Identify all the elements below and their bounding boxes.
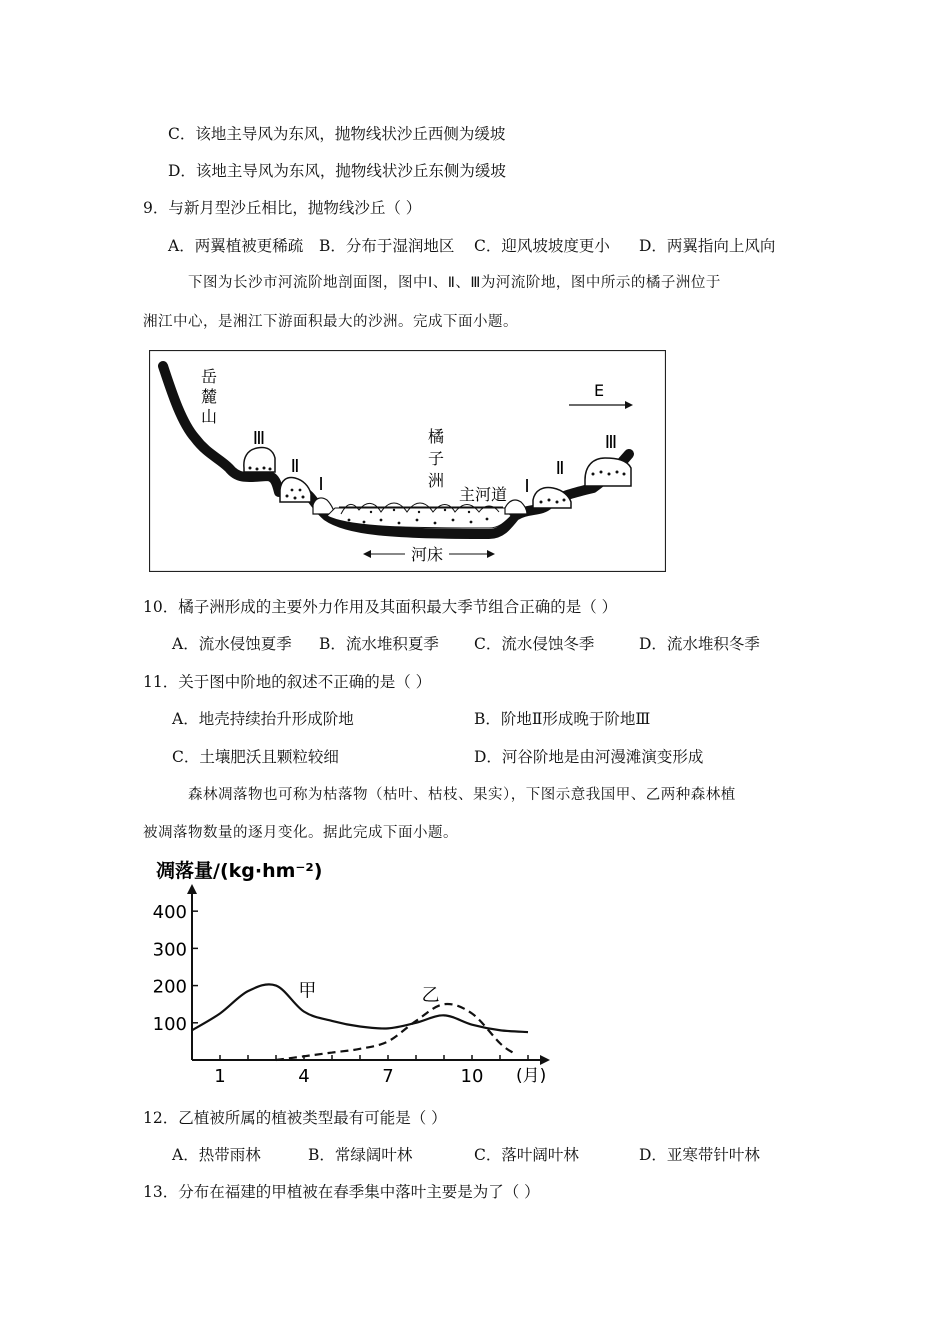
series-label-jia: 甲 — [298, 980, 317, 1002]
series-line-yi — [276, 1004, 514, 1060]
terrace-2-left-label: Ⅱ — [290, 456, 300, 477]
series-line-jia — [192, 984, 528, 1032]
chart-series — [192, 981, 528, 1060]
q12-option-c: C．落叶阔叶林 — [474, 1146, 579, 1164]
terrace-3-right-label: Ⅲ — [604, 432, 618, 453]
mountain-label-2: 麓 — [200, 387, 218, 406]
y-tick-label: 300 — [152, 939, 187, 961]
chart-axes — [187, 884, 550, 1065]
y-tick-label: 100 — [152, 1013, 187, 1035]
intro1-line1: 下图为长沙市河流阶地剖面图，图中Ⅰ、Ⅱ、Ⅲ为河流阶地，图中所示的橘子洲位于 — [188, 275, 721, 291]
riverbed-label: 河床 — [410, 545, 444, 564]
intro1-line2: 湘江中心，是湘江下游面积最大的沙洲。完成下面小题。 — [143, 314, 518, 330]
x-tick-label: 4 — [298, 1066, 310, 1087]
terrace-1-left-label: Ⅰ — [318, 474, 324, 495]
island-label-1: 橘 — [427, 427, 445, 446]
mountain-label-1: 岳 — [200, 367, 218, 386]
q12-option-a: A．热带雨林 — [172, 1146, 261, 1164]
q10-option-b: B．流水堆积夏季 — [319, 635, 439, 653]
q10-option-c: C．流水侵蚀冬季 — [474, 635, 595, 653]
q11-option-c: C．土壤肥沃且颗粒较细 — [172, 748, 339, 766]
terrace-1-right-label: Ⅰ — [524, 476, 530, 497]
main-channel-label: 主河道 — [458, 485, 508, 504]
terrace-2-right-label: Ⅱ — [555, 458, 565, 479]
intro2-line2: 被凋落物数量的逐月变化。据此完成下面小题。 — [143, 825, 458, 841]
q9-stem: 9．与新月型沙丘相比，抛物线沙丘（ ） — [143, 199, 422, 217]
q8-option-c: C．该地主导风为东风，抛物线状沙丘西侧为缓坡 — [168, 125, 506, 143]
q9-option-b: B．分布于湿润地区 — [319, 237, 455, 255]
x-axis-arrow — [540, 1055, 550, 1065]
x-tick-label: 7 — [382, 1066, 394, 1087]
river-terrace-profile-figure — [149, 350, 666, 572]
chart-ylabel: 凋落量/(kg·hm⁻²) — [156, 860, 323, 882]
q10-option-d: D．流水堆积冬季 — [639, 635, 760, 653]
q11-option-a: A．地壳持续抬升形成阶地 — [172, 710, 354, 728]
x-tick-label: 1 — [214, 1066, 226, 1087]
q13-stem: 13．分布在福建的甲植被在春季集中落叶主要是为了（ ） — [143, 1183, 540, 1201]
y-tick-label: 400 — [152, 902, 187, 924]
y-axis-arrow — [187, 884, 197, 894]
y-tick-label: 200 — [152, 976, 187, 998]
q10-option-a: A．流水侵蚀夏季 — [172, 635, 292, 653]
chart-xlabel: (月) — [516, 1066, 547, 1086]
island-label-2: 子 — [427, 449, 445, 468]
q9-option-d: D．两翼指向上风向 — [639, 237, 776, 255]
q12-option-b: B．常绿阔叶林 — [308, 1146, 413, 1164]
x-tick-label: 10 — [460, 1066, 484, 1087]
east-label: E — [593, 381, 605, 400]
island-label-3: 洲 — [427, 471, 445, 490]
q9-option-c: C．迎风坡坡度更小 — [474, 237, 610, 255]
mountain-label-3: 山 — [200, 407, 218, 426]
terrace-3-right — [585, 458, 631, 486]
series-label-yi: 乙 — [421, 985, 440, 1007]
q12-stem: 12．乙植被所属的植被类型最有可能是（ ） — [143, 1109, 447, 1127]
q11-option-b: B．阶地Ⅱ形成晚于阶地Ⅲ — [474, 710, 651, 728]
litterfall-chart — [150, 855, 560, 1090]
q9-option-a: A．两翼植被更稀疏 — [168, 237, 304, 255]
q11-stem: 11．关于图中阶地的叙述不正确的是（ ） — [143, 673, 432, 691]
q8-option-d: D．该地主导风为东风，抛物线状沙丘东侧为缓坡 — [168, 162, 506, 180]
q10-stem: 10．橘子洲形成的主要外力作用及其面积最大季节组合正确的是（ ） — [143, 598, 618, 616]
q11-option-d: D．河谷阶地是由河漫滩演变形成 — [474, 748, 704, 766]
terrace-3-left-label: Ⅲ — [252, 428, 266, 449]
q12-option-d: D．亚寒带针叶林 — [639, 1146, 760, 1164]
intro2-line1: 森林凋落物也可称为枯落物（枯叶、枯枝、果实），下图示意我国甲、乙两种森林植 — [188, 787, 736, 803]
